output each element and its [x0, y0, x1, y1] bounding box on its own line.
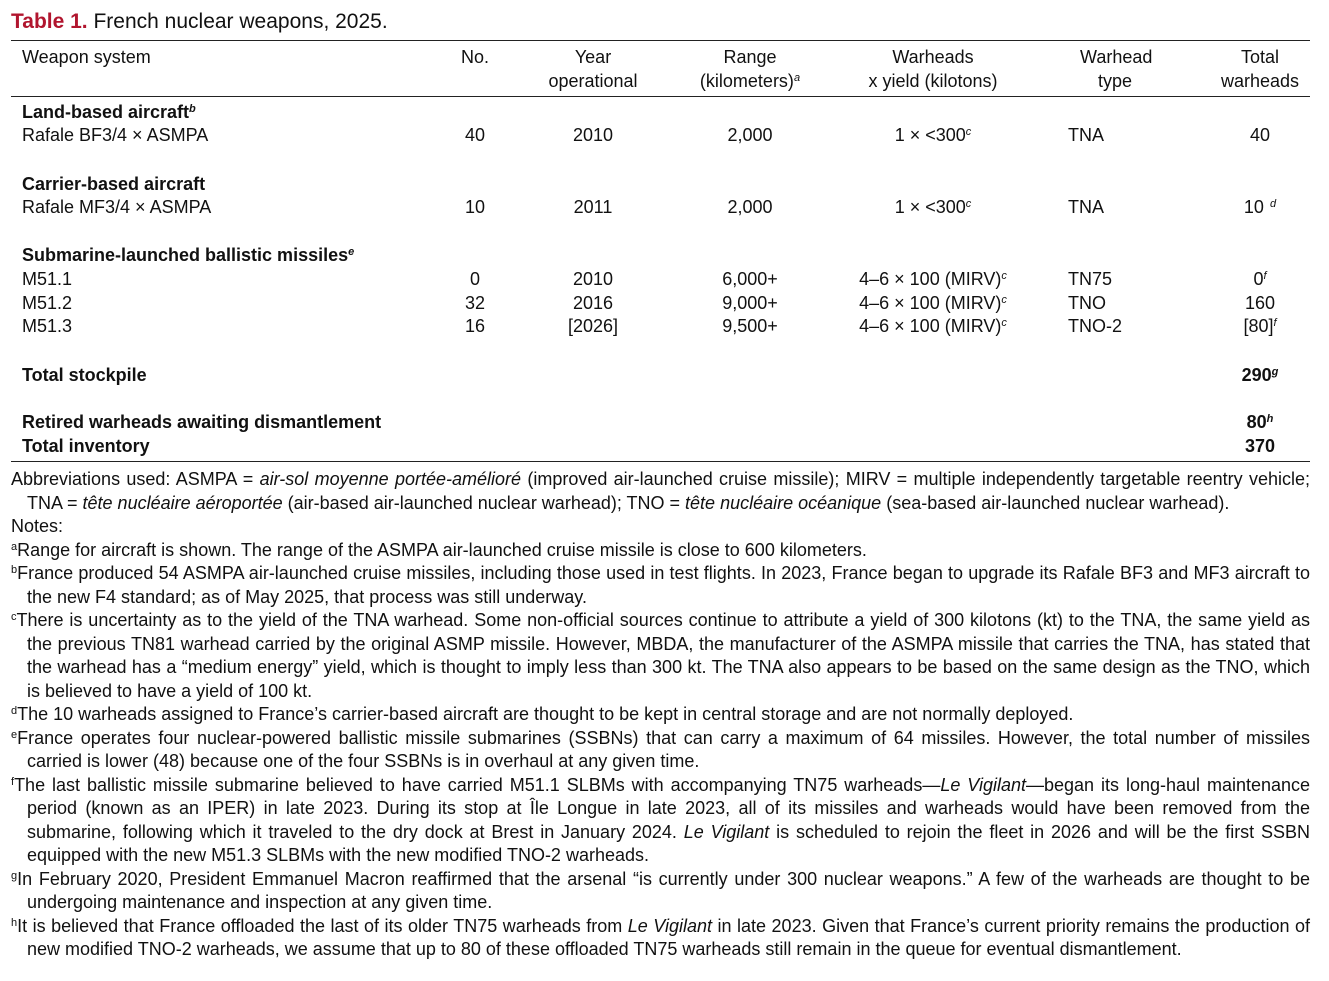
row-year: 2011: [573, 197, 613, 217]
row-type: TNA: [1068, 197, 1104, 217]
row-range: 2,000: [727, 197, 773, 217]
row-year: 2010: [572, 125, 614, 145]
row-yield: $1 \times <300^c$: [894, 197, 972, 217]
retired-warheads-label: Retired warheads awaiting dismantlement: [22, 412, 382, 432]
top-rule: [11, 40, 1310, 41]
row-number: 10: [464, 197, 486, 217]
row-year: [2026]: [567, 316, 619, 336]
total-stockpile-value: 290$^g$: [1241, 365, 1279, 385]
section-title: Carrier-based aircraft: [22, 174, 206, 194]
row-total: $[80]^f$: [1243, 316, 1277, 336]
row-year: 2016: [572, 293, 614, 313]
row-system: Rafale BF3/4 × ASMPA: [22, 125, 209, 145]
row-system: Rafale MF3/4 × ASMPA: [22, 197, 212, 217]
note-c: $^c$There is uncertainty as to the yield of the TNA warhead. Some non-official sources continue to attribute a yield of 300 kilotons (kt) to the TNA, the same yield as the previous TN81 warhead carried by the original ASMP missile. However, MBDA, the manufacturer of the ASMPA missile that carries the TNA, has stated that the warhead has a “medium energy” yield, which is thought to imply less than 300 kt. The TNA also appears to be based on the same design as the TNO, which is believed to have a yield of 100 kt.: [11, 610, 1310, 701]
row-system: M51.1: [22, 269, 73, 289]
row-range: 9,000+: [722, 293, 778, 313]
row-yield: 4–6 × 100 (MIRV)$^c$: [859, 293, 1007, 313]
header-number: No.: [460, 47, 489, 67]
table-title: French nuclear weapons, 2025.: [93, 10, 388, 33]
row-number: 16: [464, 316, 486, 336]
row-range: 2,000: [727, 125, 773, 145]
notes-heading: Notes:: [11, 516, 64, 536]
row-type: TN75: [1068, 269, 1113, 289]
total-stockpile-label: Total stockpile: [22, 365, 147, 385]
row-total: 160: [1244, 293, 1276, 313]
total-inventory-label: Total inventory: [22, 436, 150, 456]
row-number: 32: [464, 293, 486, 313]
row-number: 0: [469, 269, 480, 289]
row-yield: 4–6 × 100 (MIRV)$^c$: [859, 316, 1007, 336]
row-range: 9,500+: [722, 316, 778, 336]
header-warheads-yield: Warheads x yield (kilotons): [868, 47, 998, 91]
row-yield: 4–6 × 100 (MIRV)$^c$: [859, 269, 1007, 289]
note-e: $^e$France operates four nuclear-powered ballistic missile submarines (SSBNs) that can carry a maximum of 64 missiles. However, the total number of missiles carried is lower (48) because one of the four SSBNs is in overhaul at any given time.: [11, 727, 1310, 771]
row-year: 2010: [572, 269, 614, 289]
row-number: 40: [464, 125, 486, 145]
header-warhead-type: Warhead type: [1080, 47, 1153, 91]
row-range: 6,000+: [722, 269, 778, 289]
retired-warheads-value: 80$^h$: [1246, 412, 1274, 432]
note-g: $^g$In February 2020, President Emmanuel Macron reaffirmed that the arsenal “is currently under 300 nuclear weapons.” A few of the warheads are thought to be undergoing maintenance and inspection at any given time.: [11, 868, 1310, 912]
row-total: 40: [1249, 125, 1271, 145]
note-h: $^h$It is believed that France offloaded the last of its older TN75 warheads from Le Vigilant in late 2023. Given that France’s current priority remains the production of new modified TNO-2 warheads, we assume that up to 80 of these offloaded TN75 warheads still remain in the queue for eventual dismantlement.: [11, 915, 1310, 959]
section-title: Submarine-launched ballistic missiles$^e$: [22, 245, 355, 265]
table-notes: [11, 468, 1310, 962]
note-f: $^f$The last ballistic missile submarine believed to have carried M51.1 SLBMs with accompanying TN75 warheads—Le Vigilant—began its long-haul maintenance period (known as an IPER) in late 2023. During its stop at Île Longue in late 2023, all of its missiles and warheads would have been removed from the submarine, following which it traveled to the dry dock at Brest in January 2024. Le Vigilant is scheduled to rejoin the fleet in 2026 and will be the first SSBN equipped with the new M51.3 SLBMs with the new modified TNO-2 warheads.: [11, 774, 1311, 865]
row-system: M51.3: [22, 316, 73, 336]
header-total-warheads: Total warheads: [1220, 47, 1300, 91]
row-yield: $1 \times <300^c$: [894, 125, 972, 145]
bottom-rule: [11, 461, 1310, 462]
note-d: $^d$The 10 warheads assigned to France’s carrier-based aircraft are thought to be kept in central storage and are not normally deployed.: [11, 704, 1074, 724]
section-title: Land-based aircraft$^b$: [22, 102, 196, 122]
note-b: $^b$France produced 54 ASMPA air-launched cruise missiles, including those used in test flights. In 2023, France began to upgrade its Rafale BF3 and MF3 aircraft to the new F4 standard; as of May 2025, that process was still underway.: [11, 563, 1310, 607]
row-total: 0$^f$: [1253, 269, 1267, 289]
table-caption: [11, 8, 388, 36]
row-type: TNO-2: [1068, 316, 1122, 336]
abbreviations: Abbreviations used: ASMPA = air-sol moyenne portée-amélioré (improved air-launched cruise missile); MIRV = multiple independently targetable reentry vehicle; TNA = tête nucléaire aéroportée (air-based air-launched nuclear warhead); TNO = tête nucléaire océanique (sea-based air-launched nuclear warhead).: [11, 469, 1311, 513]
header-rule: [11, 96, 1310, 97]
header-year: Year operational: [548, 47, 638, 91]
header-weapon-system: Weapon system: [22, 47, 151, 67]
total-inventory-value: 370: [1244, 436, 1276, 456]
row-total: 10 $^d$: [1243, 197, 1277, 217]
row-system: M51.2: [22, 293, 73, 313]
header-range: Range (kilometers)$^a$: [699, 47, 801, 91]
table-label: Table 1.: [11, 10, 88, 33]
row-type: TNO: [1068, 293, 1106, 313]
note-a: $^a$Range for aircraft is shown. The range of the ASMPA air-launched cruise missile is close to 600 kilometers.: [11, 539, 867, 560]
row-type: TNA: [1068, 125, 1104, 145]
